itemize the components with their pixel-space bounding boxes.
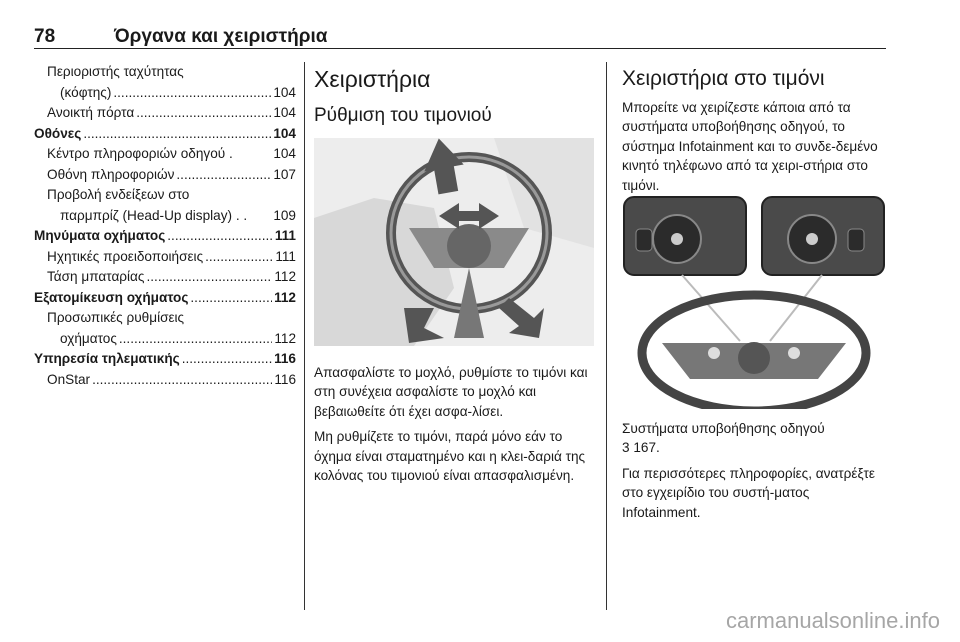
toc-entry[interactable] bbox=[34, 103, 296, 124]
toc-leader bbox=[146, 267, 272, 288]
toc-entry[interactable] bbox=[34, 185, 296, 206]
section3-title: Χειριστήρια στο τιμόνι bbox=[622, 67, 825, 90]
toc-entry-text: Περιοριστής ταχύτητας bbox=[47, 64, 184, 79]
toc-page-number: 112 bbox=[274, 269, 296, 284]
toc-entry[interactable] bbox=[34, 226, 296, 247]
header-rule bbox=[34, 48, 886, 49]
toc-entry-text: Εξατομίκευση οχήματος bbox=[34, 289, 189, 305]
driver-assist-page-ref[interactable]: 3 167. bbox=[622, 440, 660, 456]
toc-entry[interactable] bbox=[34, 206, 296, 227]
footer-logo: carmanualsonline.info bbox=[725, 608, 940, 633]
toc-page-number: 116 bbox=[274, 371, 296, 387]
toc-entry[interactable] bbox=[34, 144, 296, 165]
toc-page-number: 104 bbox=[273, 146, 296, 161]
toc-leader bbox=[119, 329, 272, 350]
toc-page-number: 104 bbox=[273, 105, 296, 120]
steering-wheel-adjust-drawing bbox=[314, 138, 594, 346]
toc-entry-text: Κέντρο πληροφοριών οδηγού . bbox=[47, 146, 233, 161]
toc-entry[interactable] bbox=[34, 288, 296, 309]
toc-entry-text: Οθόνες bbox=[34, 125, 82, 141]
toc-leader bbox=[190, 288, 272, 309]
toc-page-number: 104 bbox=[273, 84, 296, 100]
toc-page-number: 111 bbox=[275, 248, 296, 264]
section-title: Χειριστήρια bbox=[314, 66, 431, 92]
toc-entry-text: Προβολή ενδείξεων στο bbox=[47, 187, 190, 202]
toc-page-number: 111 bbox=[274, 228, 296, 243]
steering-adjustment-illustration bbox=[314, 138, 594, 346]
infotainment-reference: Για περισσότερες πληροφορίες, ανατρέξτε στο εγχειρίδιο του συστή-ματος Infotainment. bbox=[622, 465, 875, 520]
toc-entry[interactable] bbox=[34, 370, 296, 391]
toc-leader bbox=[113, 83, 271, 104]
toc-entry-text: (κόφτης) bbox=[60, 84, 112, 100]
toc-entry-text: παρμπρίζ (Head-Up display) . . bbox=[60, 207, 248, 223]
toc-page-number: 112 bbox=[274, 289, 296, 305]
toc-entry[interactable] bbox=[34, 62, 296, 83]
toc-entry[interactable] bbox=[34, 349, 296, 370]
toc-entry-text: Ηχητικές προειδοποιήσεις bbox=[47, 248, 204, 264]
toc-leader bbox=[182, 349, 272, 370]
steering-controls-illustration bbox=[622, 193, 886, 409]
driver-assist-label: Συστήματα υποβοήθησης οδηγού bbox=[622, 421, 825, 436]
steering-controls-column bbox=[622, 62, 886, 195]
toc-page-number: 104 bbox=[273, 125, 296, 141]
toc-entry-text: OnStar bbox=[47, 371, 91, 387]
toc-entry[interactable] bbox=[34, 267, 296, 288]
page-number: 78 bbox=[34, 26, 56, 47]
toc-entry-text: οχήματος bbox=[60, 330, 117, 346]
toc-leader bbox=[92, 370, 272, 391]
steering-adjust-warning: Μη ρυθμίζετε το τιμόνι, παρά μόνο εάν το όχημα είναι σταματημένο και η κλει-δαριά της κολόνας του τιμονιού είναι απασφαλισμένη. bbox=[314, 429, 586, 484]
steering-adjust-instructions: Απασφαλίστε το μοχλό, ρυθμίστε το τιμόνι και στη συνέχεια ασφαλίστε το μοχλό και βεβαιωθείτε ότι έχει ασφα-λίσει. bbox=[314, 365, 588, 419]
page-header bbox=[34, 26, 886, 54]
toc-entry-text: Υπηρεσία τηλεματικής bbox=[34, 351, 180, 366]
toc-leader bbox=[176, 165, 271, 186]
toc-entry-text: Οθόνη πληροφοριών bbox=[47, 166, 175, 182]
toc-entry[interactable] bbox=[34, 329, 296, 350]
toc-leader bbox=[167, 226, 273, 247]
chapter-title: Όργανα και χειριστήρια bbox=[114, 26, 328, 47]
steering-adjustment-column bbox=[314, 62, 594, 130]
toc-leader bbox=[83, 124, 271, 145]
steering-controls-drawing bbox=[622, 193, 886, 409]
toc-page-number: 112 bbox=[274, 330, 296, 346]
toc-leader bbox=[205, 247, 273, 268]
toc-entry[interactable] bbox=[34, 308, 296, 329]
toc-entry-text: Μηνύματα οχήματος bbox=[34, 228, 166, 243]
toc-page-number: 116 bbox=[274, 351, 296, 366]
toc-leader bbox=[136, 103, 271, 124]
steering-controls-intro: Μπορείτε να χειρίζεστε κάποια από τα συστήματα υποβοήθησης οδηγού, το σύστημα Infotainment και το συνδε-δεμένο κινητό τηλέφωνο από τα χειρι-στήρια στο τιμόνι. bbox=[622, 100, 878, 193]
section-subtitle: Ρύθμιση του τιμονιού bbox=[314, 105, 492, 126]
toc-page-number: 109 bbox=[273, 207, 296, 223]
toc-column bbox=[34, 62, 296, 390]
toc-entry[interactable] bbox=[34, 165, 296, 186]
column-divider-1 bbox=[304, 62, 305, 610]
toc-entry-text: Ανοικτή πόρτα bbox=[47, 105, 135, 120]
toc-entry-text: Τάση μπαταρίας bbox=[47, 269, 145, 284]
toc-entry[interactable] bbox=[34, 124, 296, 145]
column-divider-2 bbox=[606, 62, 607, 610]
toc-entry-text: Προσωπικές ρυθμίσεις bbox=[47, 310, 185, 325]
toc-entry[interactable] bbox=[34, 247, 296, 268]
toc-entry[interactable] bbox=[34, 83, 296, 104]
toc-page-number: 107 bbox=[273, 166, 296, 182]
